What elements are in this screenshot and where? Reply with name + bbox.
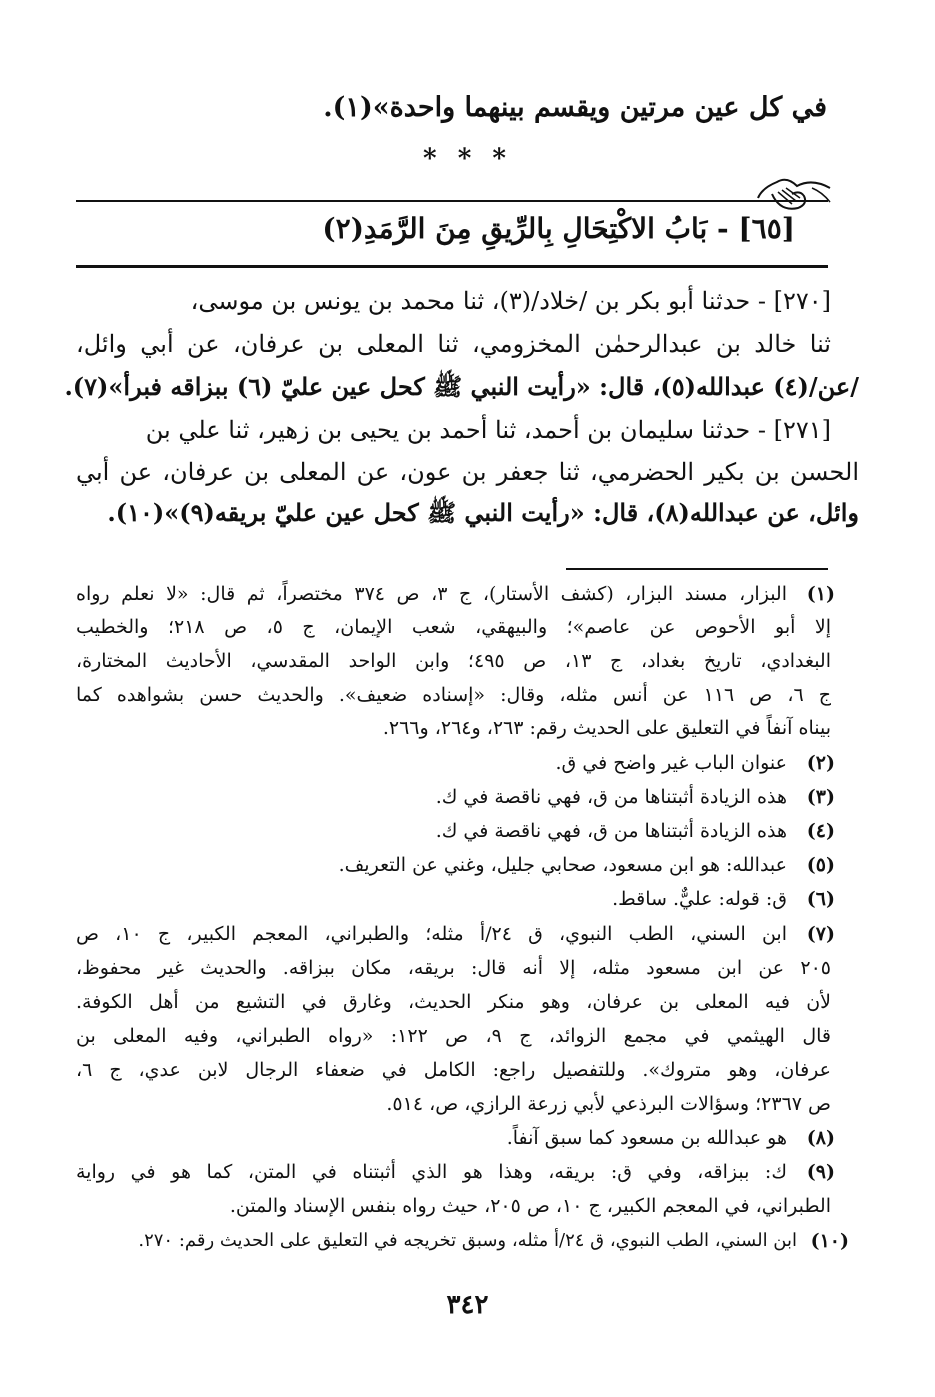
hadith-271-line-3: وائل، عن عبدالله(٨)، قال: «رأيت النبي ﷺ كحل عين عليّ بريقه(٩)»(١٠). <box>107 498 859 527</box>
footnote-line: ق: قوله: عليٌّ. ساقط. <box>612 888 787 910</box>
hadith-271-line-2: الحسن بن بكير الحضرمي، ثنا جعفر بن عون، عن المعلى بن عرفان، عن أبي <box>76 458 859 486</box>
footnote-line: عبدالله: هو ابن مسعود، صحابي جليل، وغني عن التعريف. <box>338 854 787 876</box>
hadith-270-line-3: /عن/(٤) عبدالله(٥)، قال: «رأيت النبي ﷺ كحل عين عليّ (٦) ببزاقه فبرأ»(٧). <box>64 372 859 401</box>
footnote-line: بيناه آنفاً في التعليق على الحديث رقم: ٢٦٣، و٢٦٤، و٢٦٦. <box>382 717 831 739</box>
footnote-line: البغدادي، تاريخ بغداد، ج ١٣، ص ٤٩٥؛ وابن الواحد المقدسي، الأحاديث المختارة، <box>76 650 831 672</box>
footnote-line: لأن فيه المعلى بن عرفان، وهو منكر الحديث، وغارق في التشيع من أهل الكوفة. <box>76 991 831 1013</box>
footnote-number: (٤) <box>806 820 835 842</box>
footnote-number: (٧) <box>806 923 835 945</box>
hadith-270-line-2: ثنا خالد بن عبدالرحمٰن المخزومي، ثنا المعلى بن عرفان، عن أبي وائل، <box>76 330 831 358</box>
footnote-line: ك: ببزاقه، وفي ق: بريقه، وهذا هو الذي أثبتناه في المتن، كما هو في رواية <box>76 1161 787 1183</box>
footnote-line: قال الهيثمي في مجمع الزوائد، ج ٩، ص ١٢٢: «رواه الطبراني، وفيه المعلى بن <box>76 1025 831 1047</box>
footnote-line: البزار، مسند البزار، (كشف الأستار)، ج ٣، ص ٣٧٤ مختصراً، ثم قال: «لا نعلم رواه <box>76 583 787 605</box>
section-separator-asterisks: * * * <box>423 144 512 174</box>
hadith-271-line-1: [٢٧١] - حدثنا سليمان بن أحمد، ثنا أحمد بن يحيى بن زهير، ثنا علي بن <box>145 416 831 444</box>
footnote-line: ابن السني، الطب النبوي، ق ٢٤/أ مثله، وسبق تخريجه في التعليق على الحديث رقم: ٢٧٠. <box>138 1230 797 1251</box>
footnote-line: الطبراني، في المعجم الكبير، ج ١٠، ص ٢٠٥، حيث رواه بنفس الإسناد والمتن. <box>229 1195 831 1217</box>
page-number: ٣٤٢ <box>446 1290 489 1320</box>
heading-bottom-rule <box>76 265 828 268</box>
footnote-line: هو عبدالله بن مسعود كما سبق آنفاً. <box>506 1127 787 1149</box>
footnote-line: عرفان، وهو متروك». وللتفصيل راجع: الكامل في ضعفاء الرجال لابن عدي، ج ٦، <box>76 1059 831 1081</box>
footnote-line: ٢٠٥ عن ابن مسعود مثله، إلا أنه قال: بريقه، مكان ببزاقه. والحديث غير محفوظ، <box>76 957 831 979</box>
hadith-270-line-1: [٢٧٠] - حدثنا أبو بكر بن /خلاد/(٣)، ثنا محمد بن يونس بن موسى، <box>190 287 831 315</box>
footnote-number: (٢) <box>806 752 835 774</box>
continued-text-line: في كل عين مرتين ويقسم بينهما واحدة»(١). <box>323 92 827 123</box>
footnote-line: هذه الزيادة أثبتناها من ق، فهي ناقصة في ك. <box>435 786 787 808</box>
footnote-line: ابن السني، الطب النبوي، ق ٢٤/أ مثله؛ والطبراني، المعجم الكبير، ج ١٠، ص <box>76 923 788 945</box>
footnote-number: (٦) <box>806 888 835 910</box>
footnote-number: (٨) <box>806 1127 835 1149</box>
footnote-line: عنوان الباب غير واضح في ق. <box>555 752 787 774</box>
footnote-number: (١٠) <box>810 1230 849 1252</box>
hand-scroll-ornament-icon <box>752 168 832 218</box>
footnote-number: (٩) <box>806 1161 835 1183</box>
footnote-line: هذه الزيادة أثبتناها من ق، فهي ناقصة في ك. <box>435 820 787 842</box>
footnote-number: (١) <box>806 583 835 605</box>
chapter-heading: [٦٥] - بَابُ الاكْتِحَالِ بِالرِّيقِ مِنَ الرَّمَدِ(٢) <box>322 212 795 245</box>
footnote-number: (٣) <box>806 786 835 808</box>
footnote-number: (٥) <box>806 854 835 876</box>
footnote-line: ص ٢٣٦٧؛ وسؤالات البرذعي لأبي زرعة الرازي، ص، ٥١٤. <box>386 1093 831 1115</box>
footnotes-separator <box>566 568 828 570</box>
footnote-line: ج ٦، ص ١١٦ عن أنس مثله، وقال: «إسناده ضعيف». والحديث حسن بشواهده كما <box>76 684 831 706</box>
heading-top-rule <box>76 200 828 202</box>
footnote-line: إلا أبو الأحوص عن عاصم»؛ والبيهقي، شعب الإيمان، ج ٥، ص ٢١٨؛ والخطيب <box>76 616 831 638</box>
